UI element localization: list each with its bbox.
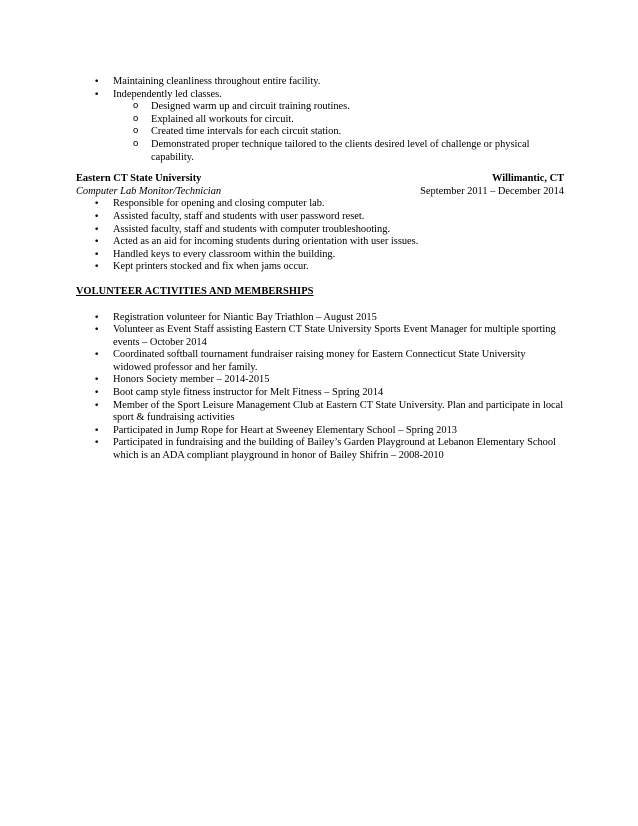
sub-list-item: o Demonstrated proper technique tailored to the clients desired level of challenge or physical capability. bbox=[114, 139, 564, 164]
job-subheader bbox=[76, 186, 564, 199]
list-item: • Assisted faculty, staff and students with computer troubleshooting. bbox=[76, 224, 564, 237]
list-item: • Boot camp style fitness instructor for Melt Fitness – Spring 2014 bbox=[76, 387, 564, 400]
list-item: • Independently led classes. bbox=[76, 89, 564, 102]
list-item: • Honors Society member – 2014-2015 bbox=[76, 374, 564, 387]
list-item: • Responsible for opening and closing computer lab. bbox=[76, 198, 564, 211]
list-item: • Assisted faculty, staff and students with user password reset. bbox=[76, 211, 564, 224]
section-heading: VOLUNTEER ACTIVITIES AND MEMBERSHIPS bbox=[76, 285, 314, 297]
job-title: Computer Lab Monitor/Technician bbox=[76, 185, 222, 197]
sub-list-item: o Explained all workouts for circuit. bbox=[114, 114, 564, 127]
list-item: • Kept printers stocked and fix when jams occur. bbox=[76, 261, 564, 274]
job-dates: September 2011 – December 2014 bbox=[420, 185, 564, 197]
list-item: • Registration volunteer for Niantic Bay Triathlon – August 2015 bbox=[76, 312, 564, 325]
list-item: • Acted as an aid for incoming students during orientation with user issues. bbox=[76, 236, 564, 249]
job-bullets bbox=[76, 198, 564, 274]
list-item: • Member of the Sport Leisure Management Club at Eastern CT State University. Plan and participate in local sport & fundraising activities bbox=[76, 400, 564, 425]
continued-job-bullets bbox=[76, 76, 564, 101]
resume-page bbox=[76, 76, 564, 463]
list-item: • Maintaining cleanliness throughout entire facility. bbox=[76, 76, 564, 89]
list-item: • Participated in fundraising and the building of Bailey’s Garden Playground at Lebanon Elementary School which is an ADA compliant playground in honor of Bailey Shifrin – 2008-2010 bbox=[76, 437, 564, 462]
job-header bbox=[76, 173, 564, 186]
list-item: • Coordinated softball tournament fundraiser raising money for Eastern Connecticut State University widowed professor and her family. bbox=[76, 349, 564, 374]
employer-name: Eastern CT State University bbox=[76, 173, 202, 185]
job-location: Willimantic, CT bbox=[492, 173, 564, 185]
list-item: • Handled keys to every classroom within the building. bbox=[76, 249, 564, 262]
sub-list-item: o Designed warm up and circuit training routines. bbox=[114, 101, 564, 114]
list-item: • Participated in Jump Rope for Heart at Sweeney Elementary School – Spring 2013 bbox=[76, 425, 564, 438]
sub-bullets bbox=[114, 101, 564, 164]
sub-list-item: o Created time intervals for each circuit station. bbox=[114, 126, 564, 139]
volunteer-bullets bbox=[76, 312, 564, 463]
list-item: • Volunteer as Event Staff assisting Eastern CT State University Sports Event Manager for multiple sporting events – October 2014 bbox=[76, 324, 564, 349]
